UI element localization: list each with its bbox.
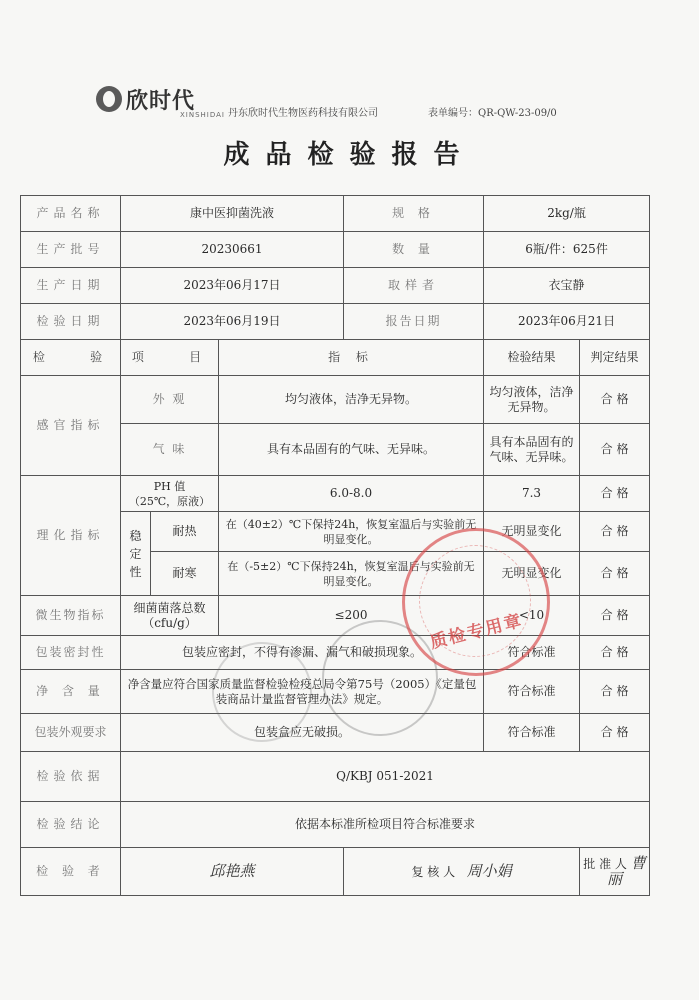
bacteria-label-line1: 细菌菌落总数	[133, 600, 206, 615]
table-row	[21, 714, 650, 752]
header-char: 目	[189, 350, 208, 364]
table-row	[21, 596, 650, 636]
info-row	[21, 232, 650, 268]
physchem-category: 理化指标	[21, 476, 121, 596]
conclusion-value: 依据本标准所检项目符合标准要求	[121, 802, 650, 848]
quantity-value: 6瓶/件：625件	[484, 232, 650, 268]
cold-result: 无明显变化	[484, 552, 580, 596]
seal-standard: 包装应密封，不得有渗漏、漏气和破损现象。	[121, 636, 484, 670]
ph-result: 7.3	[484, 476, 580, 512]
product-name-label: 产品名称	[21, 196, 121, 232]
bacteria-label	[121, 596, 219, 636]
net-standard: 净含量应符合国家质量监督检验检疫总局令第75号（2005）《定量包装商品计量监督管理办法》规定。	[121, 670, 484, 714]
reviewer-label: 复 核 人	[411, 864, 456, 879]
inspection-report-table	[20, 195, 650, 896]
table-row	[21, 752, 650, 802]
table-row	[21, 636, 650, 670]
seal-result: 符合标准	[484, 636, 580, 670]
cold-verdict: 合 格	[580, 552, 650, 596]
cold-standard: 在（-5±2）℃下保持24h，恢复室温后与实验前无明显变化。	[219, 552, 484, 596]
reviewer-cell	[344, 848, 580, 896]
bacteria-label-line2: （cfu/g）	[142, 615, 197, 630]
info-row	[21, 196, 650, 232]
stamp-text: 质检专用章	[428, 610, 526, 654]
ph-label	[121, 476, 219, 512]
ph-label-line2: （25℃，原液）	[128, 494, 211, 508]
stability-label: 稳定性	[121, 512, 151, 596]
column-header-item-a	[21, 340, 121, 376]
table-row	[21, 476, 650, 512]
exterior-category: 包装外观要求	[21, 714, 121, 752]
quantity-label: 数 量	[344, 232, 484, 268]
company-name: 丹东欣时代生物医药科技有限公司	[228, 108, 378, 119]
form-number: 表单编号：QR-QW-23-09/0	[428, 108, 557, 119]
bacteria-result: <10	[484, 596, 580, 636]
report-date-value: 2023年06月21日	[484, 304, 650, 340]
exterior-verdict: 合 格	[580, 714, 650, 752]
approver-cell	[580, 848, 650, 896]
net-result: 符合标准	[484, 670, 580, 714]
ph-verdict: 合 格	[580, 476, 650, 512]
sampler-label: 取样者	[344, 268, 484, 304]
table-row	[21, 802, 650, 848]
header-char: 项	[131, 350, 150, 364]
test-date-label: 检验日期	[21, 304, 121, 340]
heat-standard: 在（40±2）℃下保持24h，恢复室温后与实验前无明显变化。	[219, 512, 484, 552]
micro-category: 微生物指标	[21, 596, 121, 636]
cold-label: 耐寒	[151, 552, 219, 596]
inspector-label: 检 验 者	[21, 848, 121, 896]
net-category: 净 含 量	[21, 670, 121, 714]
batch-value: 20230661	[121, 232, 344, 268]
bacteria-standard: ≤200	[219, 596, 484, 636]
reviewer-signature: 周小娟	[466, 861, 512, 880]
company-logo	[96, 86, 225, 122]
logo-subtext: XINSHIDAI	[180, 111, 225, 119]
info-row	[21, 304, 650, 340]
appearance-verdict: 合 格	[580, 376, 650, 424]
appearance-result: 均匀液体，洁净无异物。	[484, 376, 580, 424]
report-date-label: 报告日期	[344, 304, 484, 340]
bacteria-verdict: 合 格	[580, 596, 650, 636]
sampler-value: 衣宝静	[484, 268, 650, 304]
product-name-value: 康中医抑菌洗液	[121, 196, 344, 232]
odor-result: 具有本品固有的气味、无异味。	[484, 424, 580, 476]
sensory-category: 感官指标	[21, 376, 121, 476]
report-title: 成品检验报告	[223, 140, 476, 170]
exterior-standard: 包装盒应无破损。	[121, 714, 484, 752]
table-row	[21, 376, 650, 424]
column-header-standard: 指 标	[219, 340, 484, 376]
inspector-signature: 邱艳燕	[121, 848, 344, 896]
appearance-standard: 均匀液体，洁净无异物。	[219, 376, 484, 424]
spec-label: 规 格	[344, 196, 484, 232]
column-header-result: 检验结果	[484, 340, 580, 376]
column-header-verdict: 判定结果	[580, 340, 650, 376]
appearance-label: 外 观	[121, 376, 219, 424]
ph-standard: 6.0-8.0	[219, 476, 484, 512]
basis-value: Q/KBJ 051-2021	[121, 752, 650, 802]
batch-label: 生产批号	[21, 232, 121, 268]
seal-verdict: 合 格	[580, 636, 650, 670]
header-char: 检	[32, 350, 51, 364]
production-date-label: 生产日期	[21, 268, 121, 304]
production-date-value: 2023年06月17日	[121, 268, 344, 304]
heat-result: 无明显变化	[484, 512, 580, 552]
odor-verdict: 合 格	[580, 424, 650, 476]
approver-signature: 曹丽	[607, 853, 646, 888]
signature-row	[21, 848, 650, 896]
seal-category: 包装密封性	[21, 636, 121, 670]
spec-value: 2kg/瓶	[484, 196, 650, 232]
heat-label: 耐热	[151, 512, 219, 552]
info-row	[21, 268, 650, 304]
test-date-value: 2023年06月19日	[121, 304, 344, 340]
conclusion-label: 检验结论	[21, 802, 121, 848]
table-row	[21, 670, 650, 714]
exterior-result: 符合标准	[484, 714, 580, 752]
ph-label-line1: PH 值	[153, 479, 186, 493]
heat-verdict: 合 格	[580, 512, 650, 552]
header-char: 验	[90, 350, 109, 364]
odor-label: 气 味	[121, 424, 219, 476]
logo-mark-icon	[96, 86, 122, 112]
net-verdict: 合 格	[580, 670, 650, 714]
basis-label: 检验依据	[21, 752, 121, 802]
column-header-item-b	[121, 340, 219, 376]
logo-text: 欣时代	[126, 89, 196, 114]
odor-standard: 具有本品固有的气味、无异味。	[219, 424, 484, 476]
approver-label: 批 准 人	[583, 856, 627, 871]
column-header-row	[21, 340, 650, 376]
